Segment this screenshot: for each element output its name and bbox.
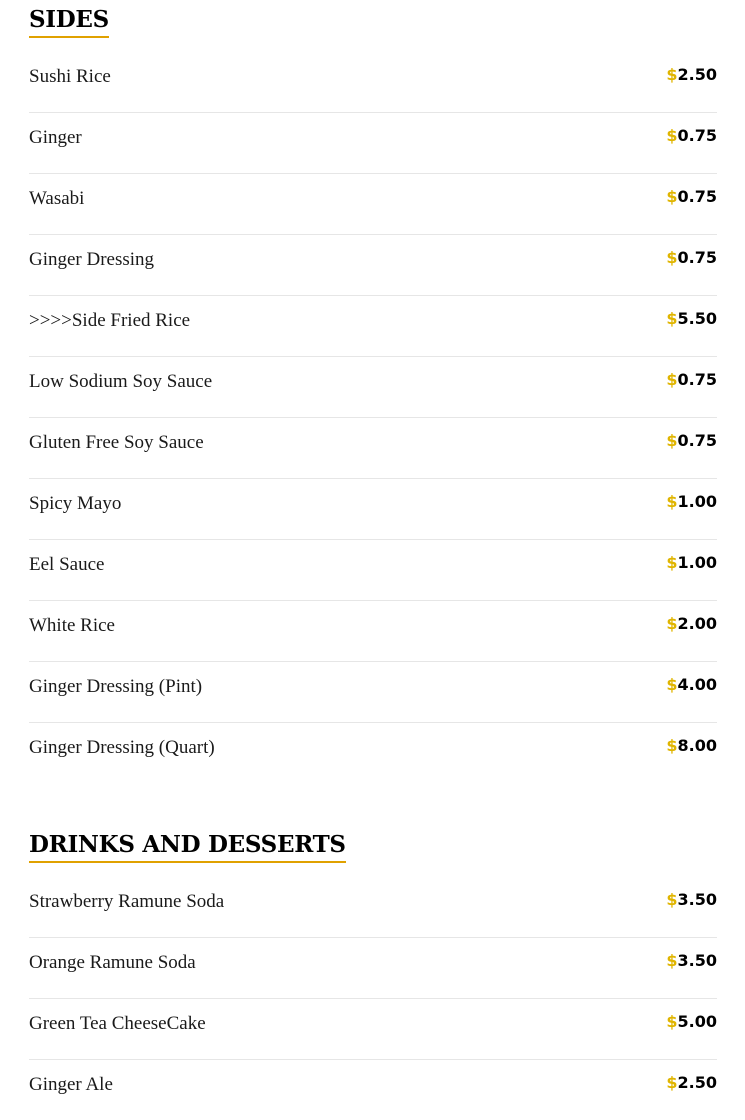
currency-symbol: $ [666,675,678,694]
item-name: Eel Sauce [29,554,105,575]
menu-item[interactable] [29,174,717,235]
currency-symbol: $ [666,614,678,633]
item-price [666,431,717,450]
item-name: Spicy Mayo [29,493,122,514]
currency-symbol: $ [666,492,678,511]
currency-symbol: $ [666,248,678,267]
currency-symbol: $ [666,370,678,389]
item-name: Ginger Dressing [29,249,155,270]
item-name: Orange Ramune Soda [29,952,196,973]
item-price [666,890,717,909]
price-amount: 2.50 [677,1073,717,1092]
menu-section-sides [29,0,717,783]
price-amount: 0.75 [677,248,717,267]
price-amount: 0.75 [677,187,717,206]
menu-section-drinks-and-desserts [29,831,717,1120]
currency-symbol: $ [666,126,678,145]
price-amount: 5.00 [677,1012,717,1031]
menu-item[interactable] [29,52,717,113]
menu-item[interactable] [29,662,717,723]
currency-symbol: $ [666,553,678,572]
menu-item-list [29,52,717,783]
currency-symbol: $ [666,309,678,328]
menu-item[interactable] [29,938,717,999]
item-name: Strawberry Ramune Soda [29,891,225,912]
item-price [666,614,717,633]
item-price [666,126,717,145]
price-amount: 0.75 [677,370,717,389]
menu-item[interactable] [29,479,717,540]
item-name: Green Tea CheeseCake [29,1013,206,1034]
currency-symbol: $ [666,65,678,84]
item-price [666,736,717,755]
price-amount: 4.00 [677,675,717,694]
item-name: Ginger Dressing (Quart) [29,737,215,758]
item-price [666,675,717,694]
menu-item[interactable] [29,723,717,783]
currency-symbol: $ [666,951,678,970]
menu-item[interactable] [29,999,717,1060]
item-name: Ginger Dressing (Pint) [29,676,203,697]
item-price [666,248,717,267]
menu-item[interactable] [29,357,717,418]
item-price [666,187,717,206]
menu-item[interactable] [29,601,717,662]
currency-symbol: $ [666,736,678,755]
price-amount: 3.50 [677,951,717,970]
menu-item-list [29,877,717,1120]
item-name: White Rice [29,615,115,636]
menu [29,0,717,1120]
item-name: Wasabi [29,188,85,209]
item-name: Sushi Rice [29,66,111,87]
currency-symbol: $ [666,1073,678,1092]
menu-item[interactable] [29,418,717,479]
item-price [666,309,717,328]
price-amount: 2.00 [677,614,717,633]
item-price [666,370,717,389]
item-name: Low Sodium Soy Sauce [29,371,213,392]
item-price [666,553,717,572]
menu-item[interactable] [29,540,717,601]
price-amount: 8.00 [677,736,717,755]
item-price [666,1012,717,1031]
currency-symbol: $ [666,890,678,909]
price-amount: 5.50 [677,309,717,328]
menu-item[interactable] [29,1060,717,1120]
menu-item[interactable] [29,113,717,174]
item-name: Ginger Ale [29,1074,113,1095]
item-price [666,492,717,511]
item-name: >>>>Side Fried Rice [29,310,191,331]
item-price [666,1073,717,1092]
price-amount: 0.75 [677,126,717,145]
item-name: Ginger [29,127,82,148]
menu-item[interactable] [29,877,717,938]
price-amount: 1.00 [677,492,717,511]
item-price [666,65,717,84]
currency-symbol: $ [666,187,678,206]
currency-symbol: $ [666,1012,678,1031]
section-title: DRINKS AND DESSERTS [29,831,346,863]
item-name: Gluten Free Soy Sauce [29,432,204,453]
item-price [666,951,717,970]
price-amount: 1.00 [677,553,717,572]
menu-item[interactable] [29,235,717,296]
price-amount: 3.50 [677,890,717,909]
price-amount: 0.75 [677,431,717,450]
section-title: SIDES [29,6,109,38]
currency-symbol: $ [666,431,678,450]
price-amount: 2.50 [677,65,717,84]
menu-item[interactable] [29,296,717,357]
